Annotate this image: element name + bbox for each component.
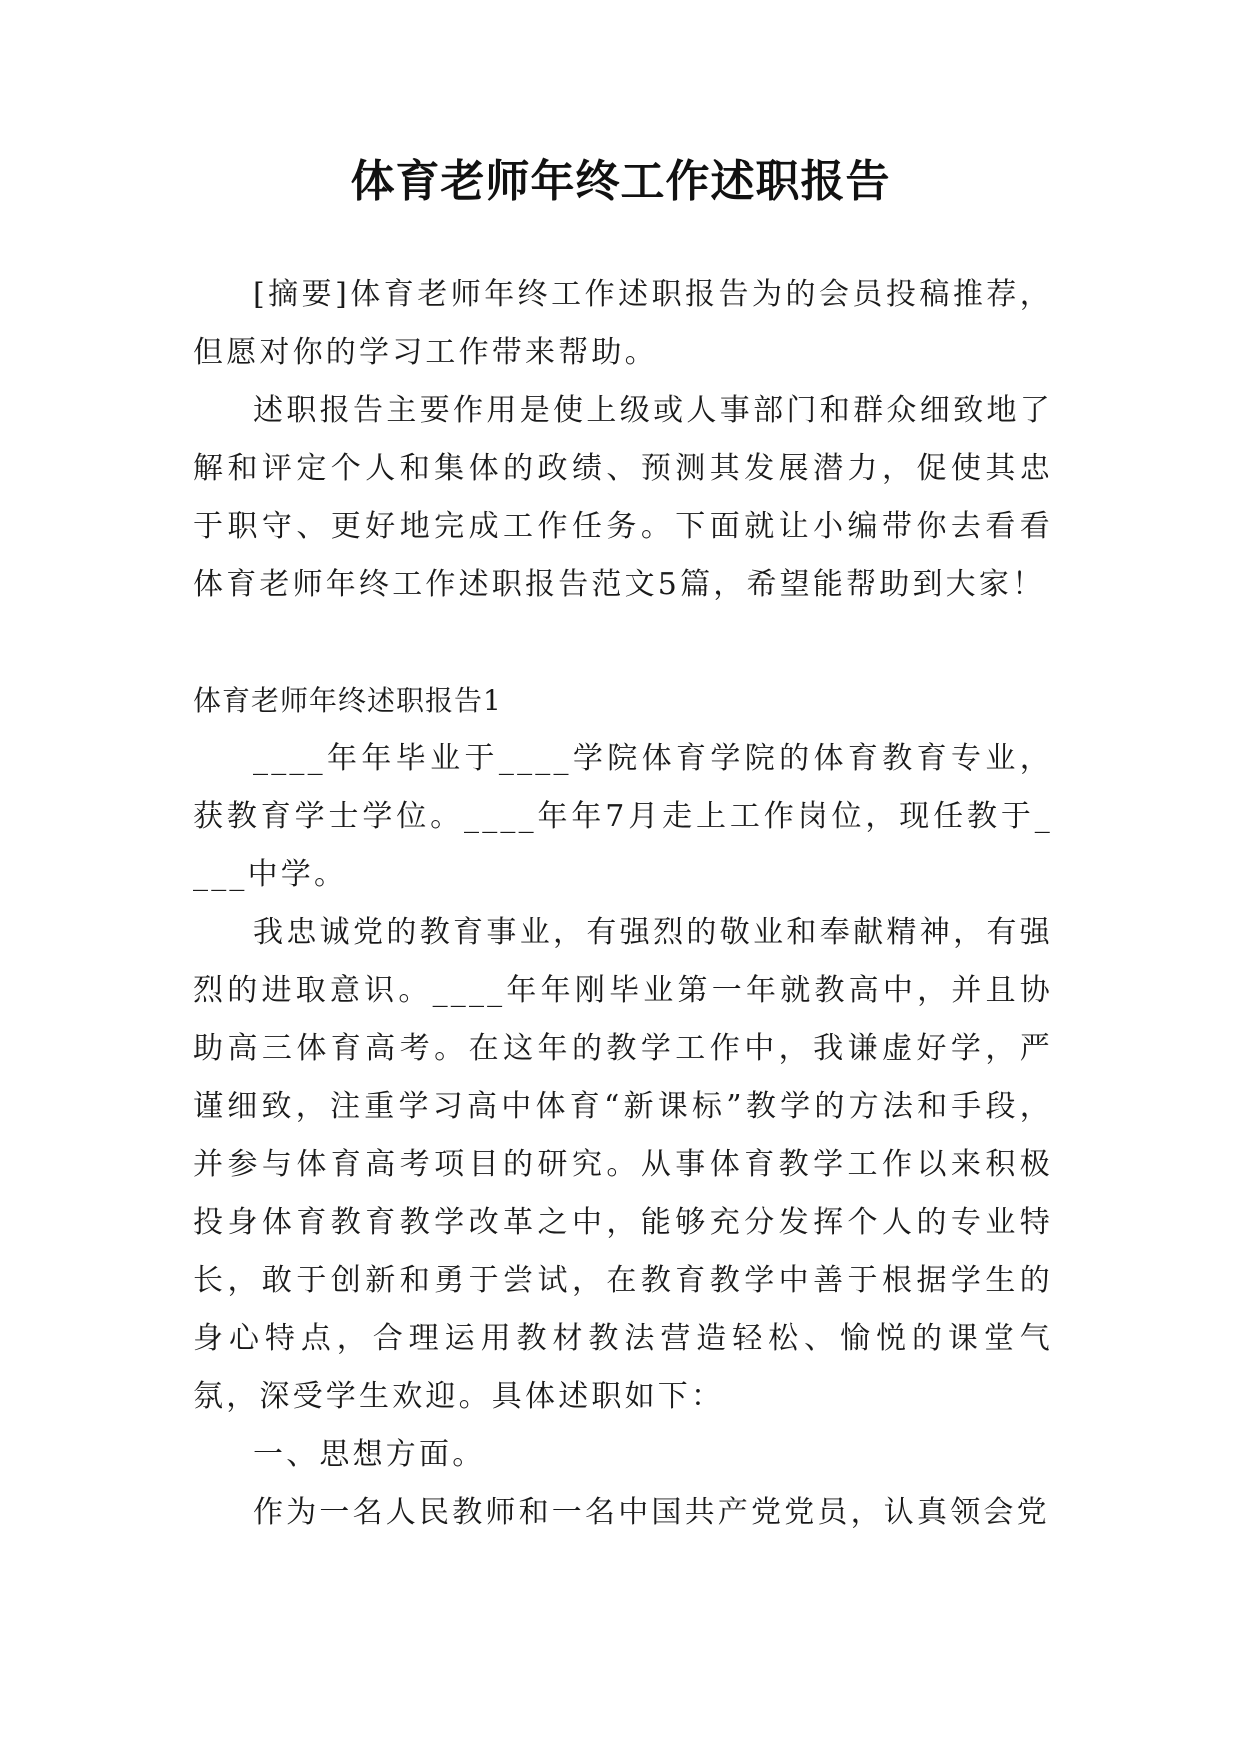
document-body — [193, 266, 1053, 1542]
graduation-paragraph: ____年年毕业于____学院体育学院的体育教育专业，获教育学士学位。____年年7月走上工作岗位，现任教于____中学。 — [193, 741, 1053, 892]
document-title: 体育老师年终工作述职报告 — [350, 156, 891, 207]
section-heading: 体育老师年终述职报告1 — [193, 684, 502, 717]
intro-paragraph: 述职报告主要作用是使上级或人事部门和群众细致地了解和评定个人和集体的政绩、预测其发展潜力，促使其忠于职守、更好地完成工作任务。下面就让小编带你去看看体育老师年终工作述职报告范文5篇，希望能帮助到大家！ — [193, 393, 1053, 602]
abstract-paragraph: [摘要]体育老师年终工作述职报告为的会员投稿推荐，但愿对你的学习工作带来帮助。 — [193, 277, 1053, 370]
thought-paragraph: 作为一名人民教师和一名中国共产党党员，认真领会党 — [253, 1495, 1050, 1530]
section-spacer — [193, 614, 1053, 672]
subheading-thought: 一、思想方面。 — [253, 1437, 486, 1472]
dedication-paragraph: 我忠诚党的教育事业，有强烈的敬业和奉献精神，有强烈的进取意识。____年年刚毕业第一年就教高中，并且协助高三体育高考。在这年的教学工作中，我谦虚好学，严谨细致，注重学习高中体育“新课标”教学的方法和手段，并参与体育高考项目的研究。从事体育教学工作以来积极投身体育教育教学改革之中，能够充分发挥个人的专业特长，敢于创新和勇于尝试，在教育教学中善于根据学生的身心特点，合理运用教材教法营造轻松、愉悦的课堂气氛，深受学生欢迎。具体述职如下： — [193, 915, 1053, 1414]
